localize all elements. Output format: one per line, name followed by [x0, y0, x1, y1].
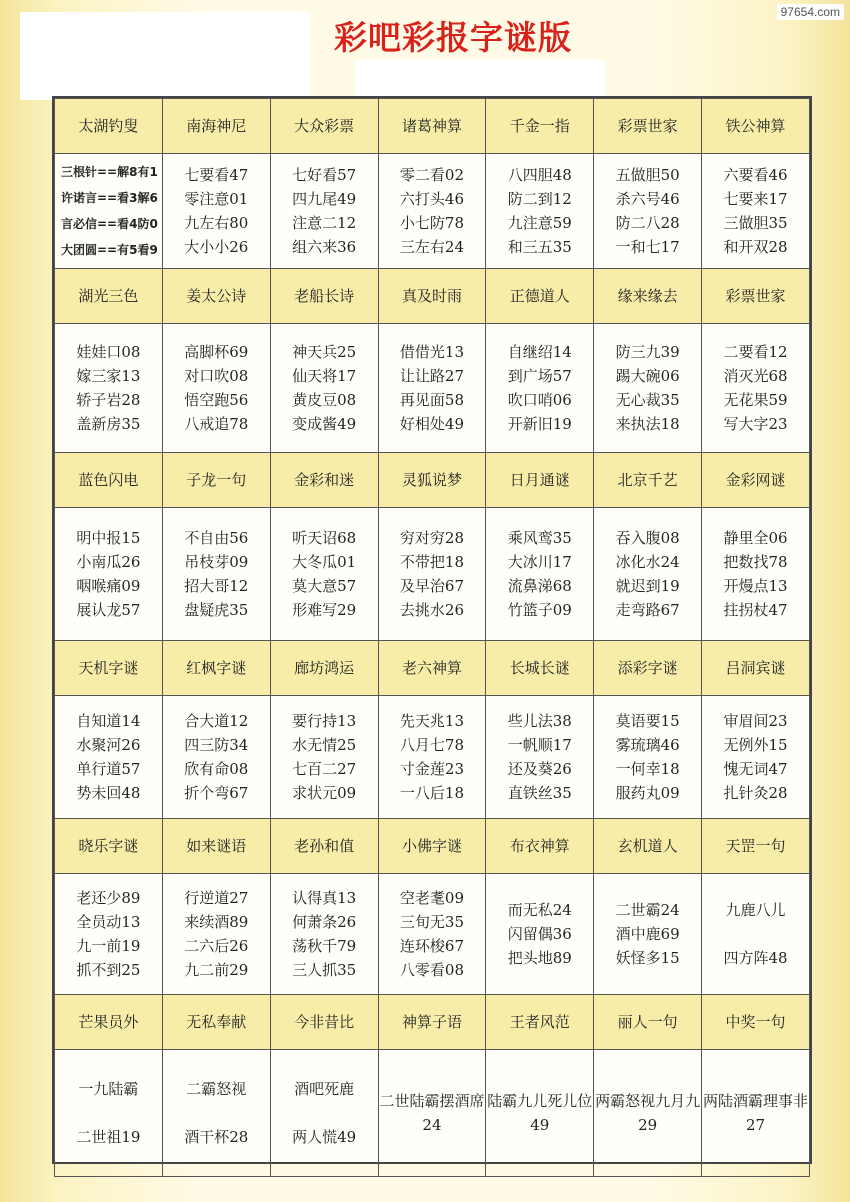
riddle-line: 高脚杯69 [184, 343, 249, 361]
riddle-cell [702, 696, 810, 819]
riddle-line: 服药丸09 [615, 784, 680, 802]
riddle-line: 一八后18 [399, 784, 464, 802]
riddle-line: 咽喉痛09 [76, 577, 141, 595]
riddle-line: 开熳点13 [723, 577, 788, 595]
column-header: 姜太公诗 [162, 269, 270, 324]
riddle-cell [378, 1050, 486, 1177]
column-header: 太湖钓叟 [55, 99, 163, 154]
riddle-line: 二世陆霸摆酒席24 [379, 1092, 485, 1134]
riddle-line: 八四胆48 [507, 166, 572, 184]
riddle-line: 吹口哨06 [507, 391, 572, 409]
riddle-cell [702, 324, 810, 453]
column-header: 天罡一句 [702, 819, 810, 874]
riddle-line: 零注意01 [184, 190, 249, 208]
riddle-line: 乘风鸾35 [507, 529, 572, 547]
riddle-line: 两人慌49 [292, 1128, 357, 1146]
riddle-line: 无心裁35 [615, 391, 680, 409]
riddle-line: 就迟到19 [615, 577, 680, 595]
riddle-line: 不自由56 [184, 529, 249, 547]
riddle-line: 闪留偶36 [507, 925, 572, 943]
riddle-line: 杀六号46 [615, 190, 680, 208]
riddle-line: 轿子岩28 [76, 391, 141, 409]
riddle-line: 变成酱49 [292, 415, 357, 433]
column-header: 老六神算 [378, 641, 486, 696]
riddle-line: 酒中鹿69 [615, 925, 680, 943]
riddle-line: 酒干杯28 [184, 1128, 249, 1146]
riddle-line: 酒吧死鹿 [294, 1080, 355, 1098]
column-header: 南海神尼 [162, 99, 270, 154]
section-body-row [55, 696, 810, 819]
riddle-line: 陆霸九儿死儿位49 [487, 1092, 593, 1134]
riddle-line: 消灭光68 [723, 367, 788, 385]
riddle-line: 把头地89 [507, 949, 572, 967]
riddle-line: 竹篮子09 [507, 601, 572, 619]
column-header: 正德道人 [486, 269, 594, 324]
riddle-line: 防三九39 [615, 343, 680, 361]
column-header: 金彩网谜 [702, 453, 810, 508]
riddle-cell [55, 874, 163, 995]
column-header: 中奖一句 [702, 995, 810, 1050]
riddle-line: 两陆酒霸理事非27 [703, 1092, 809, 1134]
riddle-line: 三旬无35 [399, 913, 464, 931]
riddle-line: 三左右24 [399, 238, 464, 256]
section-body-row [55, 324, 810, 453]
riddle-line: 直铁丝35 [507, 784, 572, 802]
riddle-cell [486, 154, 594, 269]
column-header: 吕洞宾谜 [702, 641, 810, 696]
riddle-line: 全员动13 [76, 913, 141, 931]
riddle-cell [55, 1050, 163, 1177]
column-header: 添彩字谜 [594, 641, 702, 696]
riddle-line: 八零看08 [399, 961, 464, 979]
column-header: 芒果员外 [55, 995, 163, 1050]
riddle-line: 防二到12 [507, 190, 572, 208]
column-header: 布衣神算 [486, 819, 594, 874]
riddle-line: 吞入腹08 [615, 529, 680, 547]
riddle-line: 招大哥12 [184, 577, 249, 595]
riddle-line: 让让路27 [399, 367, 464, 385]
riddle-cell [378, 508, 486, 641]
riddle-line: 二六后26 [184, 937, 249, 955]
riddle-cell [486, 874, 594, 995]
riddle-line: 欣有命08 [184, 760, 249, 778]
riddle-cell [378, 324, 486, 453]
riddle-line: 来续酒89 [184, 913, 249, 931]
column-header: 彩票世家 [702, 269, 810, 324]
column-header: 小佛字谜 [378, 819, 486, 874]
riddle-cell [702, 154, 810, 269]
riddle-line: 二世祖19 [76, 1128, 141, 1146]
riddle-line: 二霸怒视 [186, 1080, 247, 1098]
riddle-line: 悟空跑56 [184, 391, 249, 409]
riddle-cell [270, 696, 378, 819]
riddle-line: 许诺言==看3解6 [61, 191, 158, 205]
riddle-line: 无例外15 [723, 736, 788, 754]
page-title: 彩吧彩报字谜版 [334, 18, 572, 57]
riddle-line: 三做胆35 [723, 214, 788, 232]
riddle-line: 八戒追78 [184, 415, 249, 433]
riddle-line: 些儿法38 [507, 712, 572, 730]
section-header-row [55, 641, 810, 696]
section-body-row [55, 154, 810, 269]
riddle-line: 愧无词47 [723, 760, 788, 778]
riddle-line: 零二看02 [399, 166, 464, 184]
riddle-line: 去挑水26 [399, 601, 464, 619]
riddle-line: 对口吹08 [184, 367, 249, 385]
riddle-cell [594, 508, 702, 641]
riddle-line: 拄拐杖47 [723, 601, 788, 619]
riddle-line: 神天兵25 [292, 343, 357, 361]
riddle-line: 走弯路67 [615, 601, 680, 619]
riddle-line: 小七防78 [399, 214, 464, 232]
riddle-line: 雾琉璃46 [615, 736, 680, 754]
column-header: 湖光三色 [55, 269, 163, 324]
riddle-line: 注意二12 [292, 214, 357, 232]
riddle-line: 莫语要15 [615, 712, 680, 730]
column-header: 长城长谜 [486, 641, 594, 696]
riddle-cell [270, 154, 378, 269]
section-header-row [55, 995, 810, 1050]
riddle-cell [378, 696, 486, 819]
riddle-cell [162, 508, 270, 641]
column-header: 廊坊鸿运 [270, 641, 378, 696]
riddle-line: 行逆道27 [184, 889, 249, 907]
riddle-line: 黄皮豆08 [292, 391, 357, 409]
riddle-line: 一何幸18 [615, 760, 680, 778]
riddle-line: 四三防34 [184, 736, 249, 754]
riddle-cell [378, 154, 486, 269]
riddle-line: 水无情25 [292, 736, 357, 754]
rules-cell [55, 154, 163, 269]
riddle-line: 到广场57 [507, 367, 572, 385]
riddle-line: 七百二27 [292, 760, 357, 778]
riddle-line: 水聚河26 [76, 736, 141, 754]
riddle-line: 大团圆==有5看9 [61, 243, 158, 257]
section-header-row [55, 819, 810, 874]
column-header: 今非昔比 [270, 995, 378, 1050]
riddle-cell [270, 1050, 378, 1177]
riddle-cell [55, 324, 163, 453]
riddle-line: 荡秋千79 [292, 937, 357, 955]
riddle-line: 吊枝芽09 [184, 553, 249, 571]
riddle-cell [270, 874, 378, 995]
riddle-line: 七要来17 [723, 190, 788, 208]
riddle-cell [486, 1050, 594, 1177]
riddle-line: 言必信==看4防0 [61, 217, 158, 231]
riddle-cell [270, 324, 378, 453]
riddle-line: 三人抓35 [292, 961, 357, 979]
section-body-row [55, 874, 810, 995]
blank-panel-left [20, 12, 310, 100]
riddle-line: 组六来36 [292, 238, 357, 256]
riddle-cell [594, 1050, 702, 1177]
riddle-line: 仙天将17 [292, 367, 357, 385]
section-header-row [55, 269, 810, 324]
riddle-line: 借借光13 [399, 343, 464, 361]
column-header: 红枫字谜 [162, 641, 270, 696]
column-header: 王者风范 [486, 995, 594, 1050]
riddle-line: 空老耄09 [399, 889, 464, 907]
riddle-line: 写大字23 [723, 415, 788, 433]
riddle-cell [162, 1050, 270, 1177]
riddle-line: 九二前29 [184, 961, 249, 979]
riddle-line: 自知道14 [76, 712, 141, 730]
riddle-line: 踢大碗06 [615, 367, 680, 385]
riddle-line: 一和七17 [615, 238, 680, 256]
riddle-cell [378, 874, 486, 995]
column-header: 彩票世家 [594, 99, 702, 154]
column-header: 无私奉献 [162, 995, 270, 1050]
riddle-line: 一九陆霸 [78, 1080, 139, 1098]
riddle-line: 娃娃口08 [76, 343, 141, 361]
column-header: 铁公神算 [702, 99, 810, 154]
column-header: 如来谜语 [162, 819, 270, 874]
column-header: 天机字谜 [55, 641, 163, 696]
riddle-line: 冰化水24 [615, 553, 680, 571]
riddle-line: 莫大意57 [292, 577, 357, 595]
column-header: 真及时雨 [378, 269, 486, 324]
riddle-line: 四方阵48 [723, 949, 788, 967]
blank-panel-center [355, 60, 605, 96]
section-header-row [55, 99, 810, 154]
riddle-line: 明中报15 [76, 529, 141, 547]
riddle-line: 连环梭67 [399, 937, 464, 955]
riddle-cell [486, 696, 594, 819]
column-header: 北京千艺 [594, 453, 702, 508]
riddle-cell [486, 324, 594, 453]
riddle-line: 九一前19 [76, 937, 141, 955]
column-header: 晓乐字谜 [55, 819, 163, 874]
riddle-line: 大小小26 [184, 238, 249, 256]
riddle-line: 老还少89 [76, 889, 141, 907]
riddle-cell [162, 696, 270, 819]
riddle-line: 六要看46 [723, 166, 788, 184]
riddle-line: 寸金莲23 [399, 760, 464, 778]
column-header: 丽人一句 [594, 995, 702, 1050]
riddle-cell [162, 324, 270, 453]
puzzle-sheet [52, 96, 812, 1164]
riddle-line: 九鹿八儿 [725, 901, 786, 919]
riddle-line: 好相处49 [399, 415, 464, 433]
riddle-line: 八月七78 [399, 736, 464, 754]
riddle-line: 自继绍14 [507, 343, 572, 361]
riddle-line: 折个弯67 [184, 784, 249, 802]
riddle-line: 认得真13 [292, 889, 357, 907]
column-header: 大众彩票 [270, 99, 378, 154]
column-header: 诸葛神算 [378, 99, 486, 154]
column-header: 日月通谜 [486, 453, 594, 508]
site-watermark: 97654.com [777, 4, 844, 20]
riddle-line: 五做胆50 [615, 166, 680, 184]
column-header: 子龙一句 [162, 453, 270, 508]
riddle-line: 二要看12 [723, 343, 788, 361]
riddle-line: 嫁三家13 [76, 367, 141, 385]
riddle-cell [270, 508, 378, 641]
riddle-line: 两霸怒视九月九29 [595, 1092, 701, 1134]
riddle-line: 审眉间23 [723, 712, 788, 730]
riddle-line: 和三五35 [507, 238, 572, 256]
riddle-cell [594, 696, 702, 819]
riddle-line: 及早治67 [399, 577, 464, 595]
column-header: 缘来缘去 [594, 269, 702, 324]
riddle-cell [486, 508, 594, 641]
riddle-line: 四九尾49 [292, 190, 357, 208]
riddle-cell [702, 508, 810, 641]
riddle-cell [55, 508, 163, 641]
riddle-line: 盖新房35 [76, 415, 141, 433]
riddle-line: 穷对穷28 [399, 529, 464, 547]
riddle-line: 静里全06 [723, 529, 788, 547]
column-header: 金彩和迷 [270, 453, 378, 508]
riddle-line: 大冬瓜01 [292, 553, 357, 571]
riddle-cell [594, 324, 702, 453]
riddle-line: 七要看47 [184, 166, 249, 184]
riddle-line: 七好看57 [292, 166, 357, 184]
riddle-line: 六打头46 [399, 190, 464, 208]
riddle-cell [702, 874, 810, 995]
riddle-line: 而无私24 [507, 901, 572, 919]
puzzle-table [54, 98, 810, 1177]
riddle-line: 小南瓜26 [76, 553, 141, 571]
section-body-row [55, 508, 810, 641]
riddle-line: 不带把18 [399, 553, 464, 571]
riddle-line: 抓不到25 [76, 961, 141, 979]
riddle-line: 要行持13 [292, 712, 357, 730]
riddle-cell [162, 874, 270, 995]
riddle-line: 势未回48 [76, 784, 141, 802]
column-header: 老孙和值 [270, 819, 378, 874]
section-body-row [55, 1050, 810, 1177]
riddle-line: 扎针灸28 [723, 784, 788, 802]
riddle-line: 防二八28 [615, 214, 680, 232]
riddle-line: 二世霸24 [615, 901, 680, 919]
riddle-line: 九左右80 [184, 214, 249, 232]
column-header: 蓝色闪电 [55, 453, 163, 508]
riddle-line: 无花果59 [723, 391, 788, 409]
riddle-line: 来执法18 [615, 415, 680, 433]
riddle-cell [594, 154, 702, 269]
riddle-line: 求状元09 [292, 784, 357, 802]
column-header: 灵狐说梦 [378, 453, 486, 508]
column-header: 玄机道人 [594, 819, 702, 874]
section-header-row [55, 453, 810, 508]
riddle-line: 先天兆13 [399, 712, 464, 730]
riddle-line: 盘疑虎35 [184, 601, 249, 619]
column-header: 千金一指 [486, 99, 594, 154]
riddle-line: 何萧条26 [292, 913, 357, 931]
column-header: 神算子语 [378, 995, 486, 1050]
riddle-cell [702, 1050, 810, 1177]
column-header: 老船长诗 [270, 269, 378, 324]
riddle-line: 三根针==解8有1 [61, 165, 158, 179]
riddle-cell [55, 696, 163, 819]
riddle-line: 九注意59 [507, 214, 572, 232]
riddle-line: 展认龙57 [76, 601, 141, 619]
riddle-line: 开新旧19 [507, 415, 572, 433]
riddle-line: 合大道12 [184, 712, 249, 730]
riddle-line: 大冰川17 [507, 553, 572, 571]
riddle-line: 听天诏68 [292, 529, 357, 547]
riddle-line: 把数找78 [723, 553, 788, 571]
riddle-line: 妖怪多15 [615, 949, 680, 967]
riddle-cell [162, 154, 270, 269]
riddle-line: 一帆顺17 [507, 736, 572, 754]
riddle-line: 再见面58 [399, 391, 464, 409]
riddle-cell [594, 874, 702, 995]
riddle-line: 还及葵26 [507, 760, 572, 778]
riddle-line: 单行道57 [76, 760, 141, 778]
riddle-line: 形难写29 [292, 601, 357, 619]
riddle-line: 和开双28 [723, 238, 788, 256]
riddle-line: 流鼻涕68 [507, 577, 572, 595]
